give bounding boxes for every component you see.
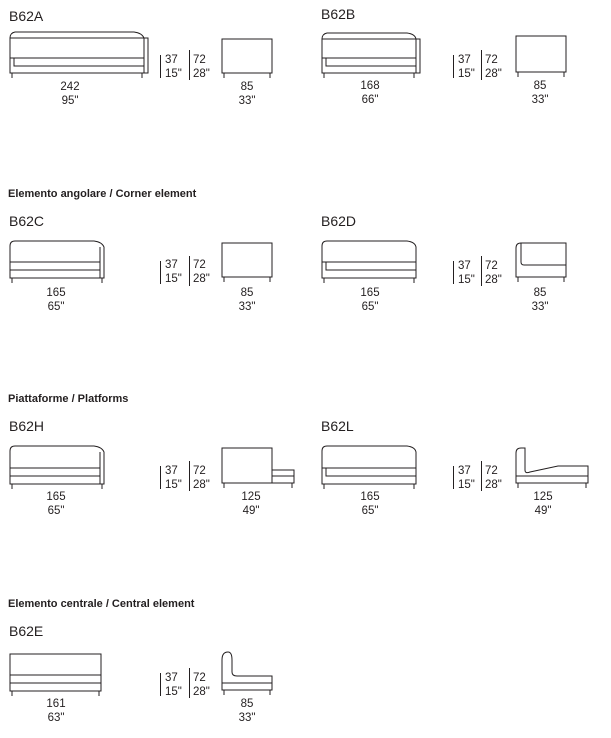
height-cm: 72	[485, 465, 498, 477]
item-code: B62D	[321, 213, 357, 229]
depth-cm: 125	[241, 491, 261, 503]
width-in: 65"	[47, 505, 65, 517]
seat-height-in: 15"	[165, 68, 182, 80]
height-cm: 72	[193, 54, 206, 66]
item-code: B62L	[321, 418, 354, 434]
width-cm: 168	[360, 80, 380, 92]
width-cm: 165	[360, 491, 380, 503]
seat-height-cm: 37	[458, 465, 471, 477]
height-cm: 72	[193, 672, 206, 684]
width-in: 65"	[361, 505, 379, 517]
seat-height-cm: 37	[165, 672, 178, 684]
depth-in: 49"	[242, 505, 260, 517]
height-cm: 72	[485, 54, 498, 66]
width-in: 65"	[47, 301, 65, 313]
width-cm: 161	[46, 698, 66, 710]
width-in: 63"	[47, 712, 65, 724]
height-in: 28"	[193, 686, 210, 698]
height-cm: 72	[193, 465, 206, 477]
depth-cm: 85	[533, 80, 547, 92]
seat-height-in: 15"	[165, 479, 182, 491]
depth-cm: 85	[240, 698, 254, 710]
seat-height-in: 15"	[458, 274, 475, 286]
height-in: 28"	[193, 68, 210, 80]
height-in: 28"	[485, 479, 502, 491]
section-heading: Elemento centrale / Central element	[8, 598, 195, 610]
seat-height-cm: 37	[165, 54, 178, 66]
item-code: B62A	[9, 8, 44, 24]
depth-in: 33"	[531, 94, 549, 106]
height-in: 28"	[485, 68, 502, 80]
depth-in: 33"	[531, 301, 549, 313]
height-in: 28"	[485, 274, 502, 286]
seat-height-cm: 37	[165, 465, 178, 477]
width-cm: 242	[60, 81, 80, 93]
seat-height-cm: 37	[458, 54, 471, 66]
depth-cm: 85	[240, 81, 254, 93]
seat-height-in: 15"	[458, 68, 475, 80]
seat-height-in: 15"	[458, 479, 475, 491]
item-code: B62E	[9, 623, 44, 639]
item-code: B62H	[9, 418, 45, 434]
width-in: 95"	[61, 95, 79, 107]
section-heading: Elemento angolare / Corner element	[8, 188, 197, 200]
item-code: B62C	[9, 213, 45, 229]
depth-in: 33"	[238, 95, 256, 107]
depth-cm: 85	[533, 287, 547, 299]
depth-cm: 125	[533, 491, 553, 503]
seat-height-in: 15"	[165, 686, 182, 698]
height-in: 28"	[193, 273, 210, 285]
width-in: 65"	[361, 301, 379, 313]
seat-height-cm: 37	[458, 260, 471, 272]
depth-cm: 85	[240, 287, 254, 299]
height-cm: 72	[193, 259, 206, 271]
seat-height-cm: 37	[165, 259, 178, 271]
section-heading: Piattaforme / Platforms	[8, 393, 129, 405]
width-in: 66"	[361, 94, 379, 106]
width-cm: 165	[360, 287, 380, 299]
height-cm: 72	[485, 260, 498, 272]
depth-in: 33"	[238, 712, 256, 724]
width-cm: 165	[46, 491, 66, 503]
height-in: 28"	[193, 479, 210, 491]
depth-in: 49"	[534, 505, 552, 517]
depth-in: 33"	[238, 301, 256, 313]
width-cm: 165	[46, 287, 66, 299]
seat-height-in: 15"	[165, 273, 182, 285]
item-code: B62B	[321, 6, 356, 22]
